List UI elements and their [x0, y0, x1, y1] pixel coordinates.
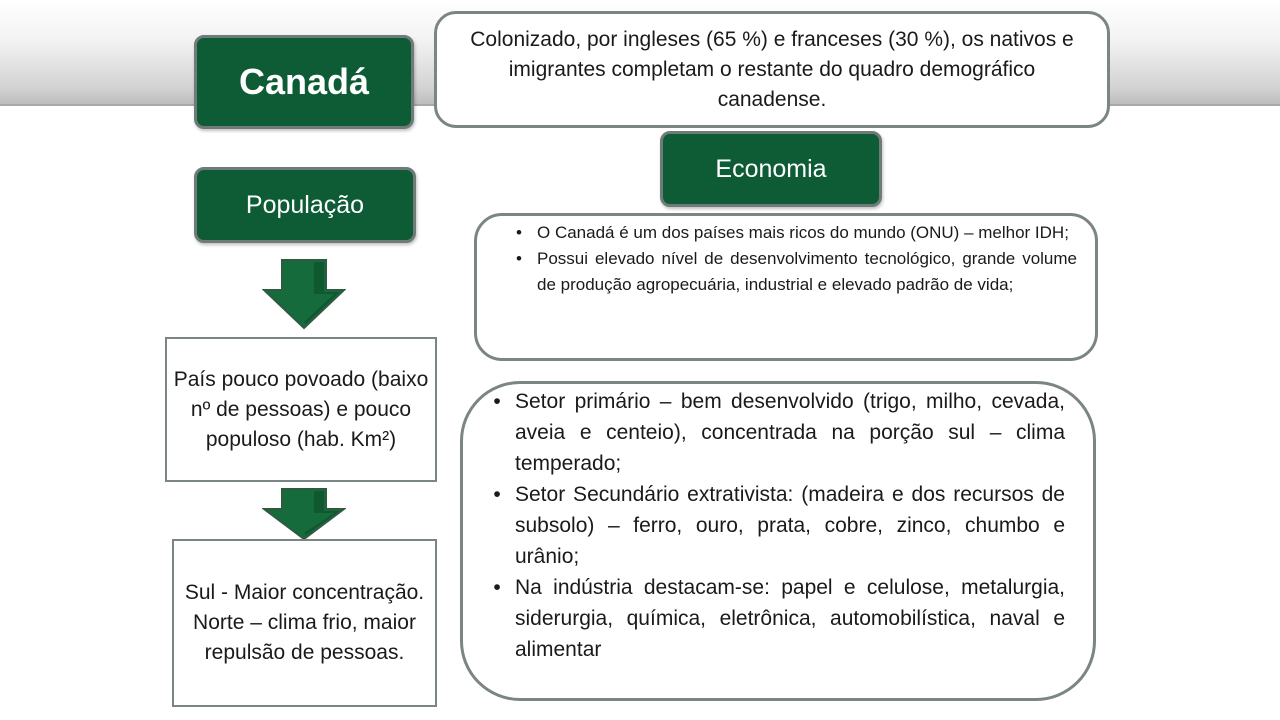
economia-list-box	[474, 213, 1098, 361]
list-item-text: O Canadá é um dos países mais ricos do mundo (ONU) – melhor IDH;	[537, 223, 1069, 242]
list-item-text: Setor primário – bem desenvolvido (trigo, milho, cevada, aveia e centeio), concentrada na porção sul – clima temperado;	[515, 390, 1065, 475]
economia-list	[505, 220, 1077, 298]
distribuicao-box	[172, 539, 437, 707]
bullet-icon: •	[493, 483, 501, 506]
distribuicao-text: Sul - Maior concentração. Norte – clima frio, maior repulsão de pessoas.	[184, 581, 425, 664]
bullet-icon: •	[516, 223, 522, 242]
list-item	[483, 386, 1065, 479]
list-item-text: Setor Secundário extrativista: (madeira e dos recursos de subsolo) – ferro, ouro, prata, cobre, zinco, chumbo e urânio;	[515, 483, 1065, 568]
bullet-icon: •	[516, 249, 522, 268]
colonizacao-text: Colonizado, por ingleses (65 %) e franceses (30 %), os nativos e imigrantes completam o restante do quadro demográfico canadense.	[470, 27, 1074, 111]
economia-label: Economia	[715, 154, 827, 183]
title-box	[194, 35, 414, 129]
down-arrow-icon	[262, 258, 346, 330]
list-item	[505, 220, 1077, 246]
pais-povoamento-box	[165, 337, 437, 482]
list-item	[505, 246, 1077, 298]
populacao-box	[194, 167, 416, 243]
setores-list-box	[460, 381, 1096, 701]
bullet-icon: •	[493, 390, 501, 413]
list-item	[483, 572, 1065, 665]
list-item-text: Possui elevado nível de desenvolvimento tecnológico, grande volume de produção agropecuária, industrial e elevado padrão de vida;	[537, 249, 1077, 294]
bullet-icon: •	[493, 576, 501, 599]
list-item-text: Na indústria destacam-se: papel e celulose, metalurgia, siderurgia, química, eletrônica, automobilística, naval e alimentar	[515, 576, 1065, 661]
populacao-label: População	[245, 190, 365, 219]
colonizacao-box	[434, 11, 1110, 128]
pais-povoamento-text: País pouco povoado (baixo nº de pessoas) e pouco populoso (hab. Km²)	[173, 367, 429, 451]
setores-list	[483, 386, 1065, 665]
economia-box	[660, 131, 882, 207]
down-arrow-icon	[262, 487, 346, 541]
list-item	[483, 479, 1065, 572]
page-title: Canadá	[238, 61, 370, 102]
